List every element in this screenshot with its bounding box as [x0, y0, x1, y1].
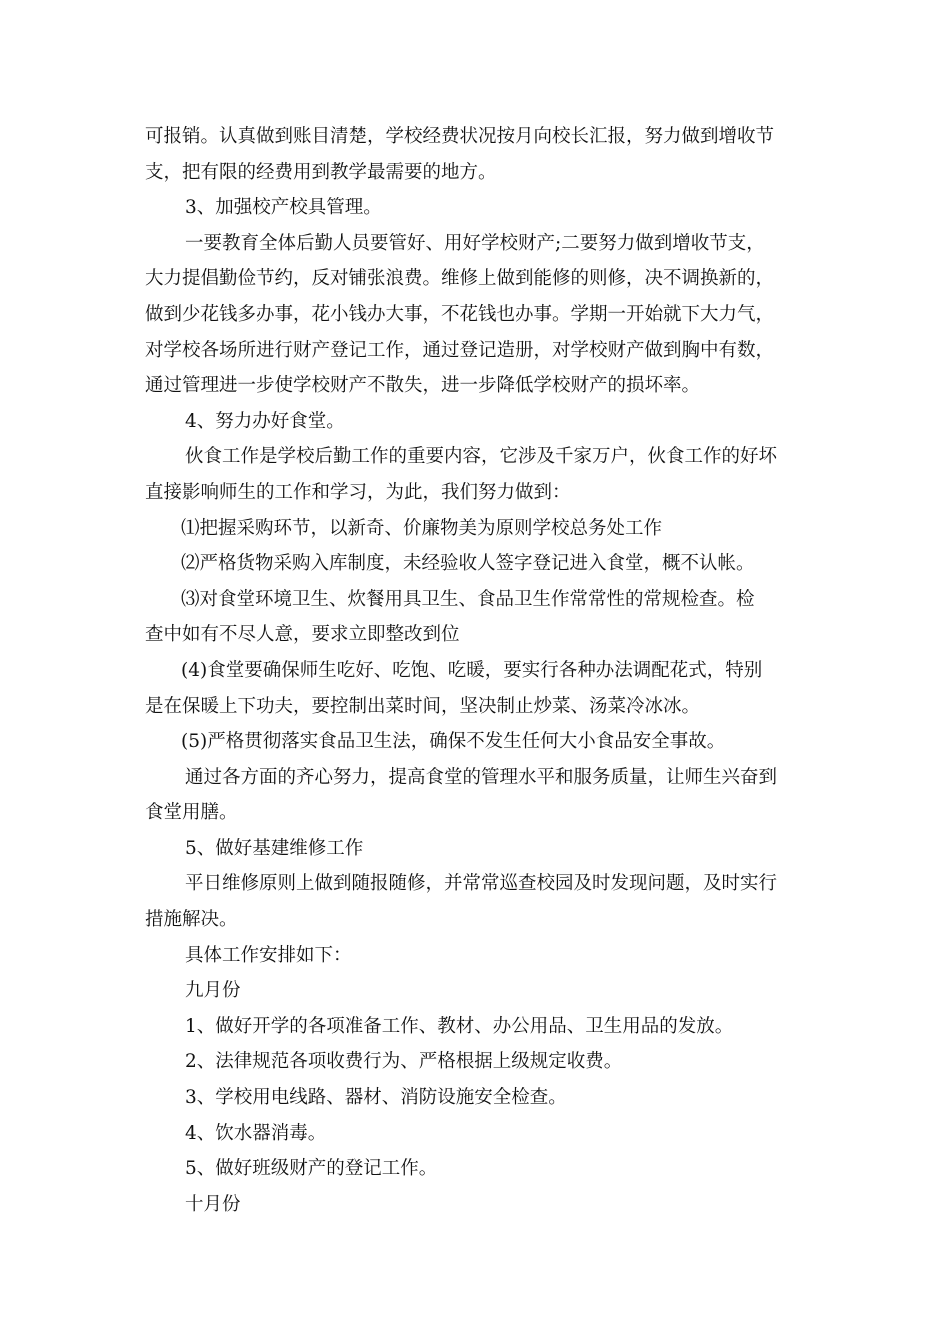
list-item: ⑴把握采购环节，以新奇、价廉物美为原则学校总务处工作: [181, 517, 663, 539]
body-line: 支，把有限的经费用到教学最需要的地方。: [145, 161, 497, 183]
list-item: ⑵严格货物采购入库制度，未经验收人签字登记进入食堂，概不认帐。: [181, 553, 755, 575]
body-line: 是在保暖上下功夫，要控制出菜时间，坚决制止炒菜、汤菜冷冰冰。: [145, 695, 701, 717]
document-page: [145, 119, 805, 1222]
list-item: 1、做好开学的各项准备工作、教材、办公用品、卫生用品的发放。: [185, 1015, 734, 1037]
list-item: 4、饮水器消毒。: [185, 1122, 327, 1144]
list-item: (4)食堂要确保师生吃好、吃饱、吃暖，要实行各种办法调配花式，特别: [181, 659, 763, 681]
body-line: 可报销。认真做到账目清楚，学校经费状况按月向校长汇报，努力做到增收节: [145, 126, 775, 147]
body-line: 措施解决。: [145, 909, 238, 931]
body-line: 平日维修原则上做到随报随修，并常常巡查校园及时发现问题，及时实行: [185, 873, 778, 895]
body-line: 伙食工作是学校后勤工作的重要内容，它涉及千家万户，伙食工作的好坏: [185, 446, 778, 468]
section-heading: 5、做好基建维修工作: [185, 837, 364, 859]
list-item: 3、学校用电线路、器材、消防设施安全检查。: [185, 1087, 567, 1109]
body-line: 通过管理进一步使学校财产不散失，进一步降低学校财产的损坏率。: [145, 375, 701, 397]
body-line: 一要教育全体后勤人员要管好、用好学校财产;二要努力做到增收节支，: [185, 232, 765, 254]
month-heading: 九月份: [185, 980, 241, 1002]
section-heading: 4、努力办好食堂。: [185, 410, 345, 432]
body-line: 大力提倡勤俭节约，反对铺张浪费。维修上做到能修的则修，决不调换新的，: [145, 268, 775, 290]
body-line: 对学校各场所进行财产登记工作，通过登记造册，对学校财产做到胸中有数，: [145, 339, 775, 361]
month-heading: 十月份: [185, 1193, 241, 1215]
list-item: ⑶对食堂环境卫生、炊餐用具卫生、食品卫生作常常性的常规检查。检: [181, 588, 755, 610]
list-item: 5、做好班级财产的登记工作。: [185, 1158, 438, 1180]
body-line: 做到少花钱多办事，花小钱办大事，不花钱也办事。学期一开始就下大力气，: [145, 303, 775, 325]
body-line: 具体工作安排如下：: [185, 944, 352, 966]
body-line: 通过各方面的齐心努力，提高食堂的管理水平和服务质量，让师生兴奋到: [185, 766, 778, 788]
body-line: 食堂用膳。: [145, 802, 238, 824]
body-line: 直接影响师生的工作和学习，为此，我们努力做到：: [145, 481, 571, 503]
list-item: 2、法律规范各项收费行为、严格根据上级规定收费。: [185, 1051, 623, 1073]
section-heading: 3、加强校产校具管理。: [185, 197, 382, 219]
list-item: (5)严格贯彻落实食品卫生法，确保不发生任何大小食品安全事故。: [181, 731, 726, 753]
body-line: 查中如有不尽人意，要求立即整改到位: [145, 624, 460, 646]
